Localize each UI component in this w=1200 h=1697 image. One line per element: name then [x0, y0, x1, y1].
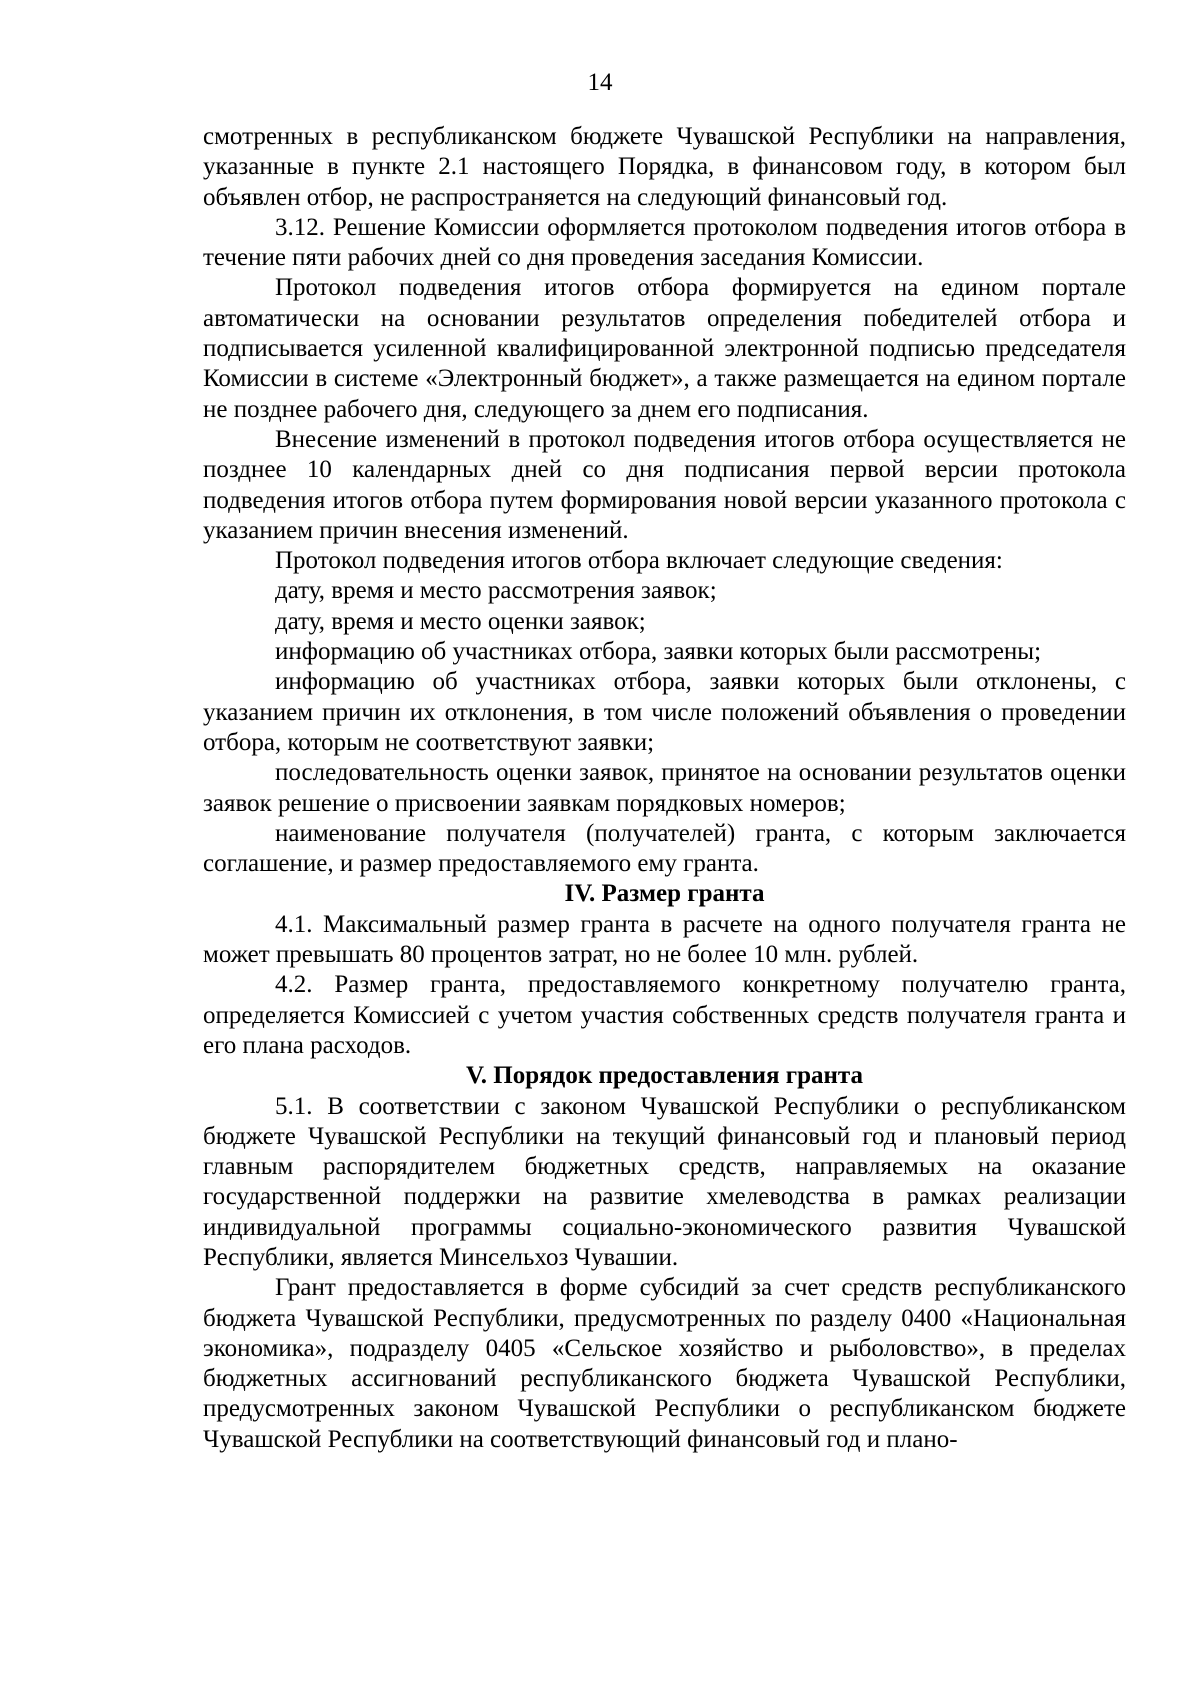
document-body	[203, 122, 1126, 1455]
paragraph-protocol-formation: Протокол подведения итогов отбора формируется на едином портале автоматически на основании результатов определения победителей отбора и подписывается усиленной квалифицированной электронной подписью председателя Комиссии в системе «Электронный бюджет», а также размещается на едином портале не позднее рабочего дня, следующего за днем его подписания.	[203, 274, 1126, 423]
paragraph-4-1: 4.1. Максимальный размер гранта в расчете на одного получателя гранта не может превышать 80 процентов затрат, но не более 10 млн. рублей.	[203, 910, 1126, 969]
paragraph-protocol-contents: Протокол подведения итогов отбора включает следующие сведения:	[275, 547, 1003, 575]
section-heading-v: V. Порядок предоставления гранта	[465, 1062, 864, 1090]
list-item: дату, время и место оценки заявок;	[275, 607, 646, 635]
paragraph-grant-form: Грант предоставляется в форме субсидий за счет средств республиканского бюджета Чувашской Республики, предусмотренных по разделу 0400 «Национальная экономика», подразделу 0405 «Сельское хозяйство и рыболовство», в пределах бюджетных ассигнований республиканского бюджета Чувашской Республики, предусмотренных законом Чувашской Республики о республиканском бюджете Чувашской Республики на соответствующий финансовый год и плано-	[203, 1274, 1126, 1453]
paragraph-continuation: смотренных в республиканском бюджете Чувашской Республики на направления, указанные в пункте 2.1 настоящего Порядка, в финансовом году, в котором был объявлен отбор, не распространяется на следующий финансовый год.	[203, 123, 1126, 211]
list-item: информацию об участниках отбора, заявки которых были отклонены, с указанием причин их отклонения, в том числе положений объявления о проведении отбора, которым не соответствуют заявки;	[203, 668, 1126, 756]
section-heading-iv: IV. Размер гранта	[564, 880, 765, 908]
page-number: 14	[587, 69, 613, 96]
paragraph-4-2: 4.2. Размер гранта, предоставляемого конкретному получателю гранта, определяется Комиссией с учетом участия собственных средств получателя гранта и его плана расходов.	[203, 971, 1126, 1059]
list-item: информацию об участниках отбора, заявки которых были рассмотрены;	[275, 638, 1042, 666]
paragraph-5-1: 5.1. В соответствии с законом Чувашской Республики о республиканском бюджете Чувашской Республики на текущий финансовый год и плановый период главным распорядителем бюджетных средств, направляемых на оказание государственной поддержки на развитие хмелеводства в рамках реализации индивидуальной программы социально-экономического развития Чувашской Республики, является Минсельхоз Чувашии.	[203, 1092, 1126, 1271]
list-item: наименование получателя (получателей) гранта, с которым заключается соглашение, и размер предоставляемого ему гранта.	[203, 819, 1126, 878]
list-item: дату, время и место рассмотрения заявок;	[275, 577, 717, 605]
paragraph-3-12: 3.12. Решение Комиссии оформляется протоколом подведения итогов отбора в течение пяти рабочих дней со дня проведения заседания Комиссии.	[203, 213, 1126, 272]
paragraph-protocol-changes: Внесение изменений в протокол подведения итогов отбора осуществляется не позднее 10 календарных дней со дня подписания первой версии протокола подведения итогов отбора путем формирования новой версии указанного протокола с указанием причин внесения изменений.	[203, 425, 1126, 544]
list-item: последовательность оценки заявок, принятое на основании результатов оценки заявок решение о присвоении заявкам порядковых номеров;	[203, 759, 1126, 817]
